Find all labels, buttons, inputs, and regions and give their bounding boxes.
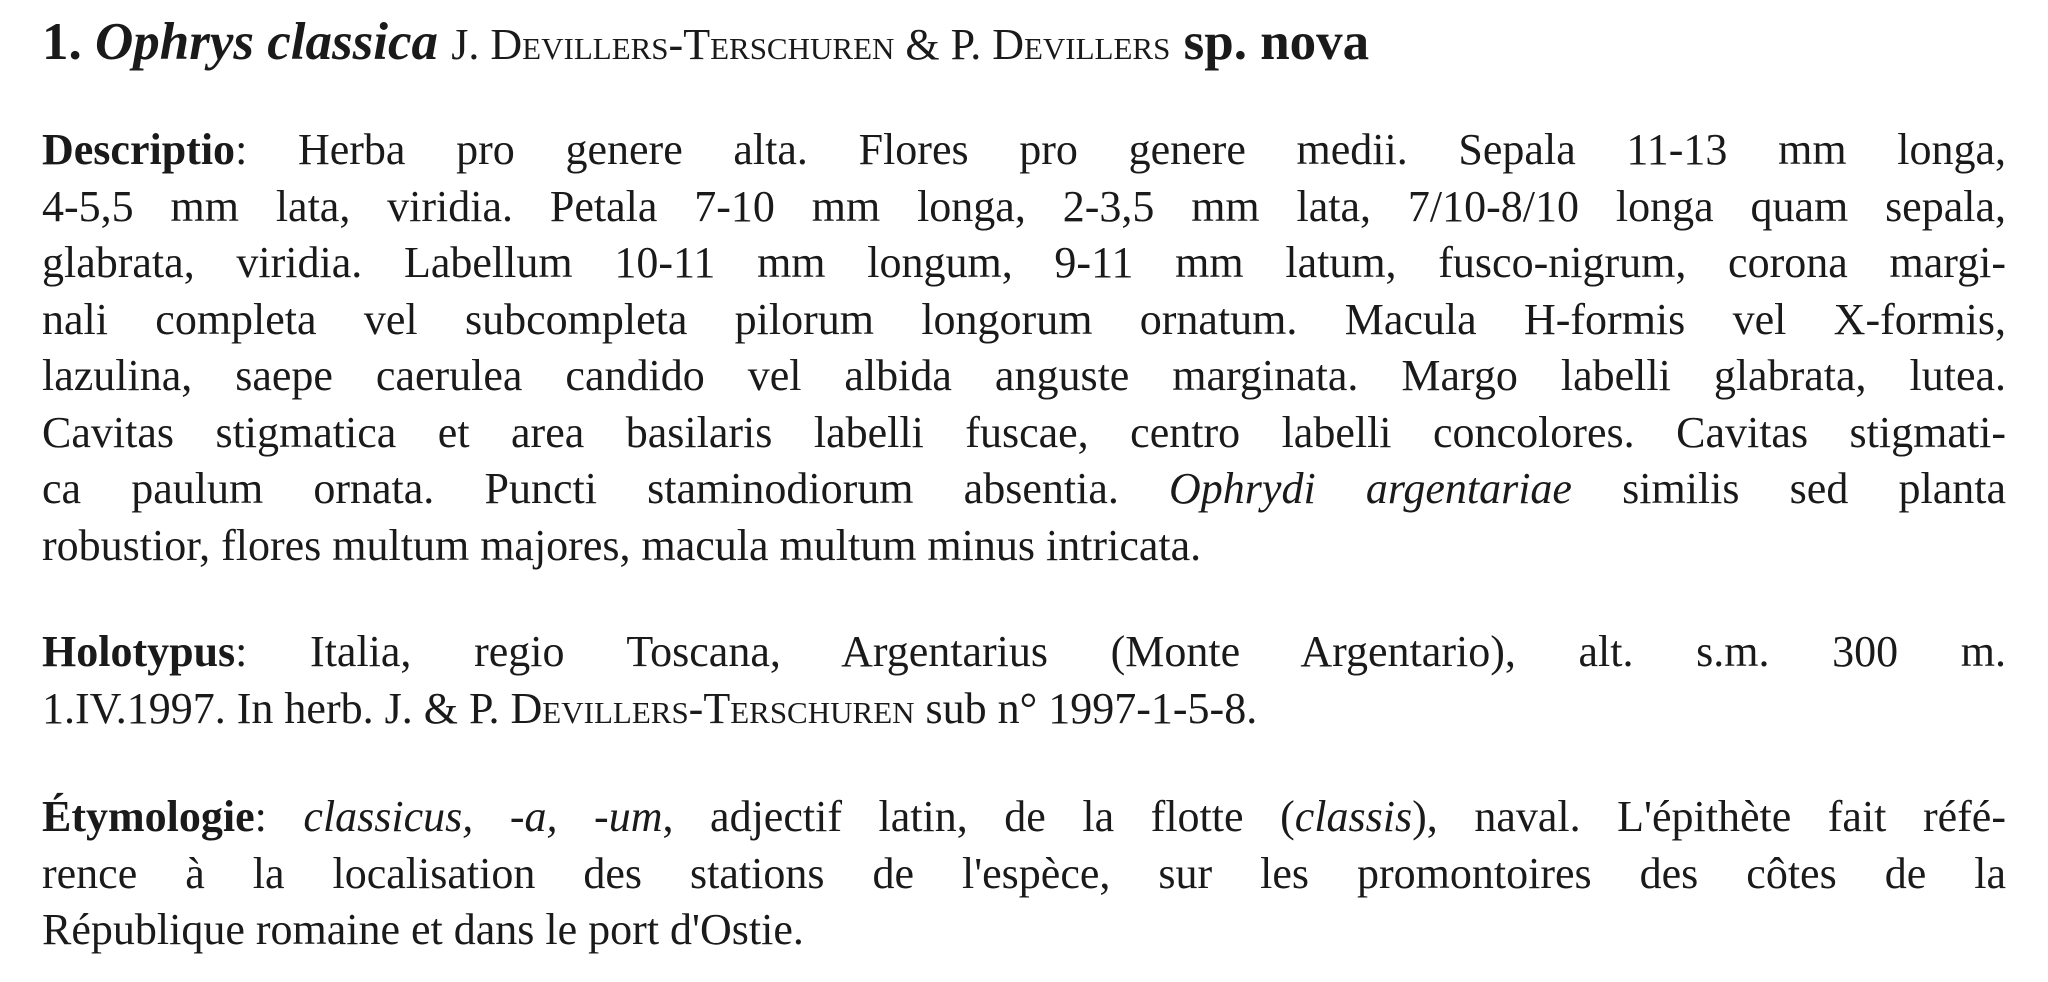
descriptio-heading: Descriptio [42,125,236,174]
descriptio-line: 4-5,5 mm lata, viridia. Petala 7-10 mm longa, 2-3,5 mm lata, 7/10-8/10 longa quam sepala, [42,181,2006,231]
title-status: sp. nova [1183,13,1370,71]
descriptio-line [42,122,2006,179]
descriptio-text: : Herba pro genere alta. Flores pro genere medii. Sepala 11-13 mm longa, [235,125,2006,174]
descriptio-text: similis sed planta [1571,464,2006,513]
holotypus-authors: Devillers-Terschuren [510,683,915,733]
etymologie-paragraph [42,789,2006,959]
descriptio-line [42,461,2006,518]
etymologie-line: rence à la localisation des stations de l'espèce, sur les promontoires des côtes de la [42,848,2006,898]
title-species-name: Ophrys classica [95,13,439,71]
species-title [42,10,2006,77]
etymologie-line: République romaine et dans le port d'Ostie. [42,905,804,954]
etymologie-heading: Étymologie [42,792,255,841]
holotypus-text: : Italia, regio Toscana, Argentarius (Monte Argentario), alt. s.m. 300 m. [235,627,2006,676]
descriptio-italic-name: Ophrydi argentariae [1169,464,1572,513]
etymologie-text: ), naval. L'épithète fait réfé- [1412,792,2006,841]
descriptio-line: Cavitas stigmatica et area basilaris labelli fuscae, centro labelli concolores. Cavitas stigmati- [42,407,2006,457]
etymologie-italic-classis: classis [1294,792,1413,841]
descriptio-line: lazulina, saepe caerulea candido vel albida anguste marginata. Margo labelli glabrata, lutea. [42,351,2006,400]
holotypus-line [42,624,2006,681]
etymologie-line [42,789,2006,846]
title-authors: J. Devillers-Terschuren & P. Devillers [451,20,1171,69]
descriptio-text: ca paulum ornata. Puncti staminodiorum absentia. [42,464,1170,513]
descriptio-line: nali completa vel subcompleta pilorum longorum ornatum. Macula H-formis vel X-formis, [42,294,2006,344]
etymologie-text: : [254,792,304,841]
holotypus-text: 1.IV.1997. In herb. J. & P. [42,683,511,733]
etymologie-italic-word: classicus, -a, -um [303,792,663,841]
etymologie-text: , adjectif latin, de la flotte ( [662,792,1295,841]
holotypus-text: sub n° 1997-1-5-8. [914,683,1258,733]
descriptio-line: robustior, flores multum majores, macula multum minus intricata. [42,520,1202,570]
descriptio-paragraph [42,122,2006,574]
descriptio-line: glabrata, viridia. Labellum 10-11 mm longum, 9-11 mm latum, fusco-nigrum, corona margi- [42,238,2006,287]
holotypus-line [42,681,2006,738]
holotypus-heading: Holotypus [42,627,236,676]
holotypus-paragraph [42,624,2006,737]
title-number: 1. [42,13,82,71]
